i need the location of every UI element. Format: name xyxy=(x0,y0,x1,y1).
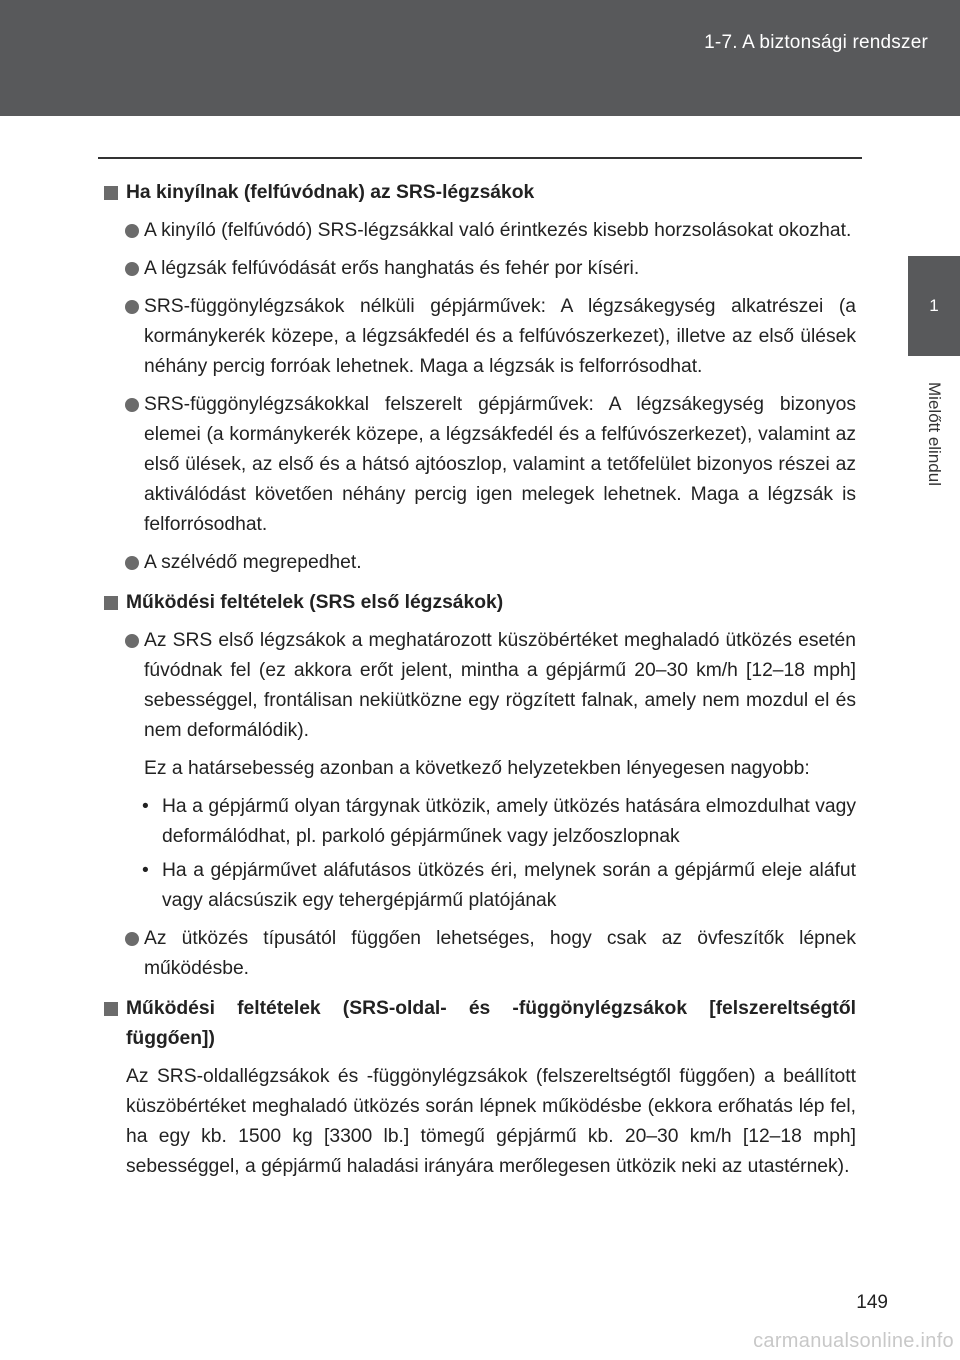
circle-bullet-icon xyxy=(125,932,139,946)
block-text: Működési feltételek (SRS-oldal- és -függönylégzsákok [felszereltségtől függően]) xyxy=(126,998,856,1049)
block-text: Ha kinyílnak (felfúvódnak) az SRS-légzsákok xyxy=(126,182,535,203)
square-bullet-icon xyxy=(104,596,118,610)
block-text: Az SRS első légzsákok a meghatározott küszöbértéket meghaladó ütközés esetén fúvódnak fel (ez akkora erőt jelent, mintha a gépjármű 20–30 km/h [12–18 mph] sebességgel, frontálisan nekiütközne egy rögzített falnak, amely nem mozdul el és nem deformálódik). xyxy=(144,630,856,741)
square-bullet-icon xyxy=(104,1002,118,1016)
square-bullet-icon xyxy=(104,186,118,200)
bullet-item xyxy=(104,254,856,284)
chapter-tab xyxy=(908,256,960,356)
bullet-item xyxy=(104,390,856,540)
dot-bullet-icon: • xyxy=(142,796,149,817)
watermark: carmanualsonline.info xyxy=(753,1330,954,1352)
block-text: Az SRS-oldallégzsákok és -függönylégzsákok (felszereltségtől függően) a beállított küszöbértéket meghaladó ütközés során lépnek működésbe (ekkora erőhatás lép fel, ha egy kb. 1500 kg [3300 lb.] tömegű gépjármű kb. 20–30 km/h [12–18 mph] sebességgel, a gépjármű haladási irányára merőlegesen ütközik neki az utastérnek). xyxy=(126,1066,856,1177)
circle-bullet-icon xyxy=(125,300,139,314)
block-text: SRS-függönylégzsákokkal felszerelt gépjárművek: A légzsákegység bizonyos elemei (a kormánykerék közepe, a légzsákfedél és a felfúvószerkezet), valamint az első ülések, az első és a hátsó ajtóoszlop, valamint a tetőfelület bizonyos részei az aktiválódást követően néhány percig igen melegek lehetnek. Maga a légzsák is felforrósodhat. xyxy=(144,394,856,535)
sub-bullet-item xyxy=(104,792,856,852)
block-text: SRS-függönylégzsákok nélküli gépjárművek: A légzsákegység alkatrészei (a kormánykerék közepe, a légzsákfedél és a felfúvószerkezet), illetve az első ülések néhány percig forróak lehetnek. Maga a légzsák is felforrósodhat. xyxy=(144,296,856,377)
chapter-number: 1 xyxy=(929,296,939,315)
page-content xyxy=(104,178,856,1182)
dot-bullet-icon: • xyxy=(142,860,149,881)
section-heading xyxy=(104,994,856,1054)
circle-bullet-icon xyxy=(125,556,139,570)
page-number: 149 xyxy=(856,1292,888,1313)
bullet-item xyxy=(104,548,856,578)
circle-bullet-icon xyxy=(125,398,139,412)
header-bar xyxy=(0,0,960,116)
circle-bullet-icon xyxy=(125,224,139,238)
block-text: A szélvédő megrepedhet. xyxy=(144,552,362,573)
block-text: Ez a határsebesség azonban a következő helyzetekben lényegesen nagyobb: xyxy=(144,758,810,779)
bullet-item xyxy=(104,924,856,984)
circle-bullet-icon xyxy=(125,262,139,276)
block-text: Az ütközés típusától függően lehetséges, hogy csak az övfeszítők lépnek működésbe. xyxy=(144,928,856,979)
bullet-item xyxy=(104,292,856,382)
section-heading xyxy=(104,178,856,208)
block-text: A légzsák felfúvódását erős hanghatás és fehér por kíséri. xyxy=(144,258,640,279)
paragraph xyxy=(104,754,856,784)
circle-bullet-icon xyxy=(125,634,139,648)
block-text: Működési feltételek (SRS első légzsákok) xyxy=(126,592,504,613)
block-text: Ha a gépjármű olyan tárgynak ütközik, amely ütközés hatására elmozdulhat vagy deformálódhat, pl. parkoló gépjárműnek vagy jelzőoszlopnak xyxy=(162,796,856,847)
sub-bullet-item xyxy=(104,856,856,916)
bullet-item xyxy=(104,626,856,746)
section-heading xyxy=(104,588,856,618)
chapter-label: Mielőtt elindul xyxy=(925,382,944,486)
header-rule xyxy=(98,157,862,159)
section-title: 1-7. A biztonsági rendszer xyxy=(704,32,928,53)
block-text: Ha a gépjárművet aláfutásos ütközés éri, melynek során a gépjármű eleje aláfut vagy alácsúszik egy tehergépjármű platójának xyxy=(162,860,856,911)
bullet-item xyxy=(104,216,856,246)
paragraph xyxy=(104,1062,856,1182)
block-text: A kinyíló (felfúvódó) SRS-légzsákkal való érintkezés kisebb horzsolásokat okozhat. xyxy=(144,220,852,241)
